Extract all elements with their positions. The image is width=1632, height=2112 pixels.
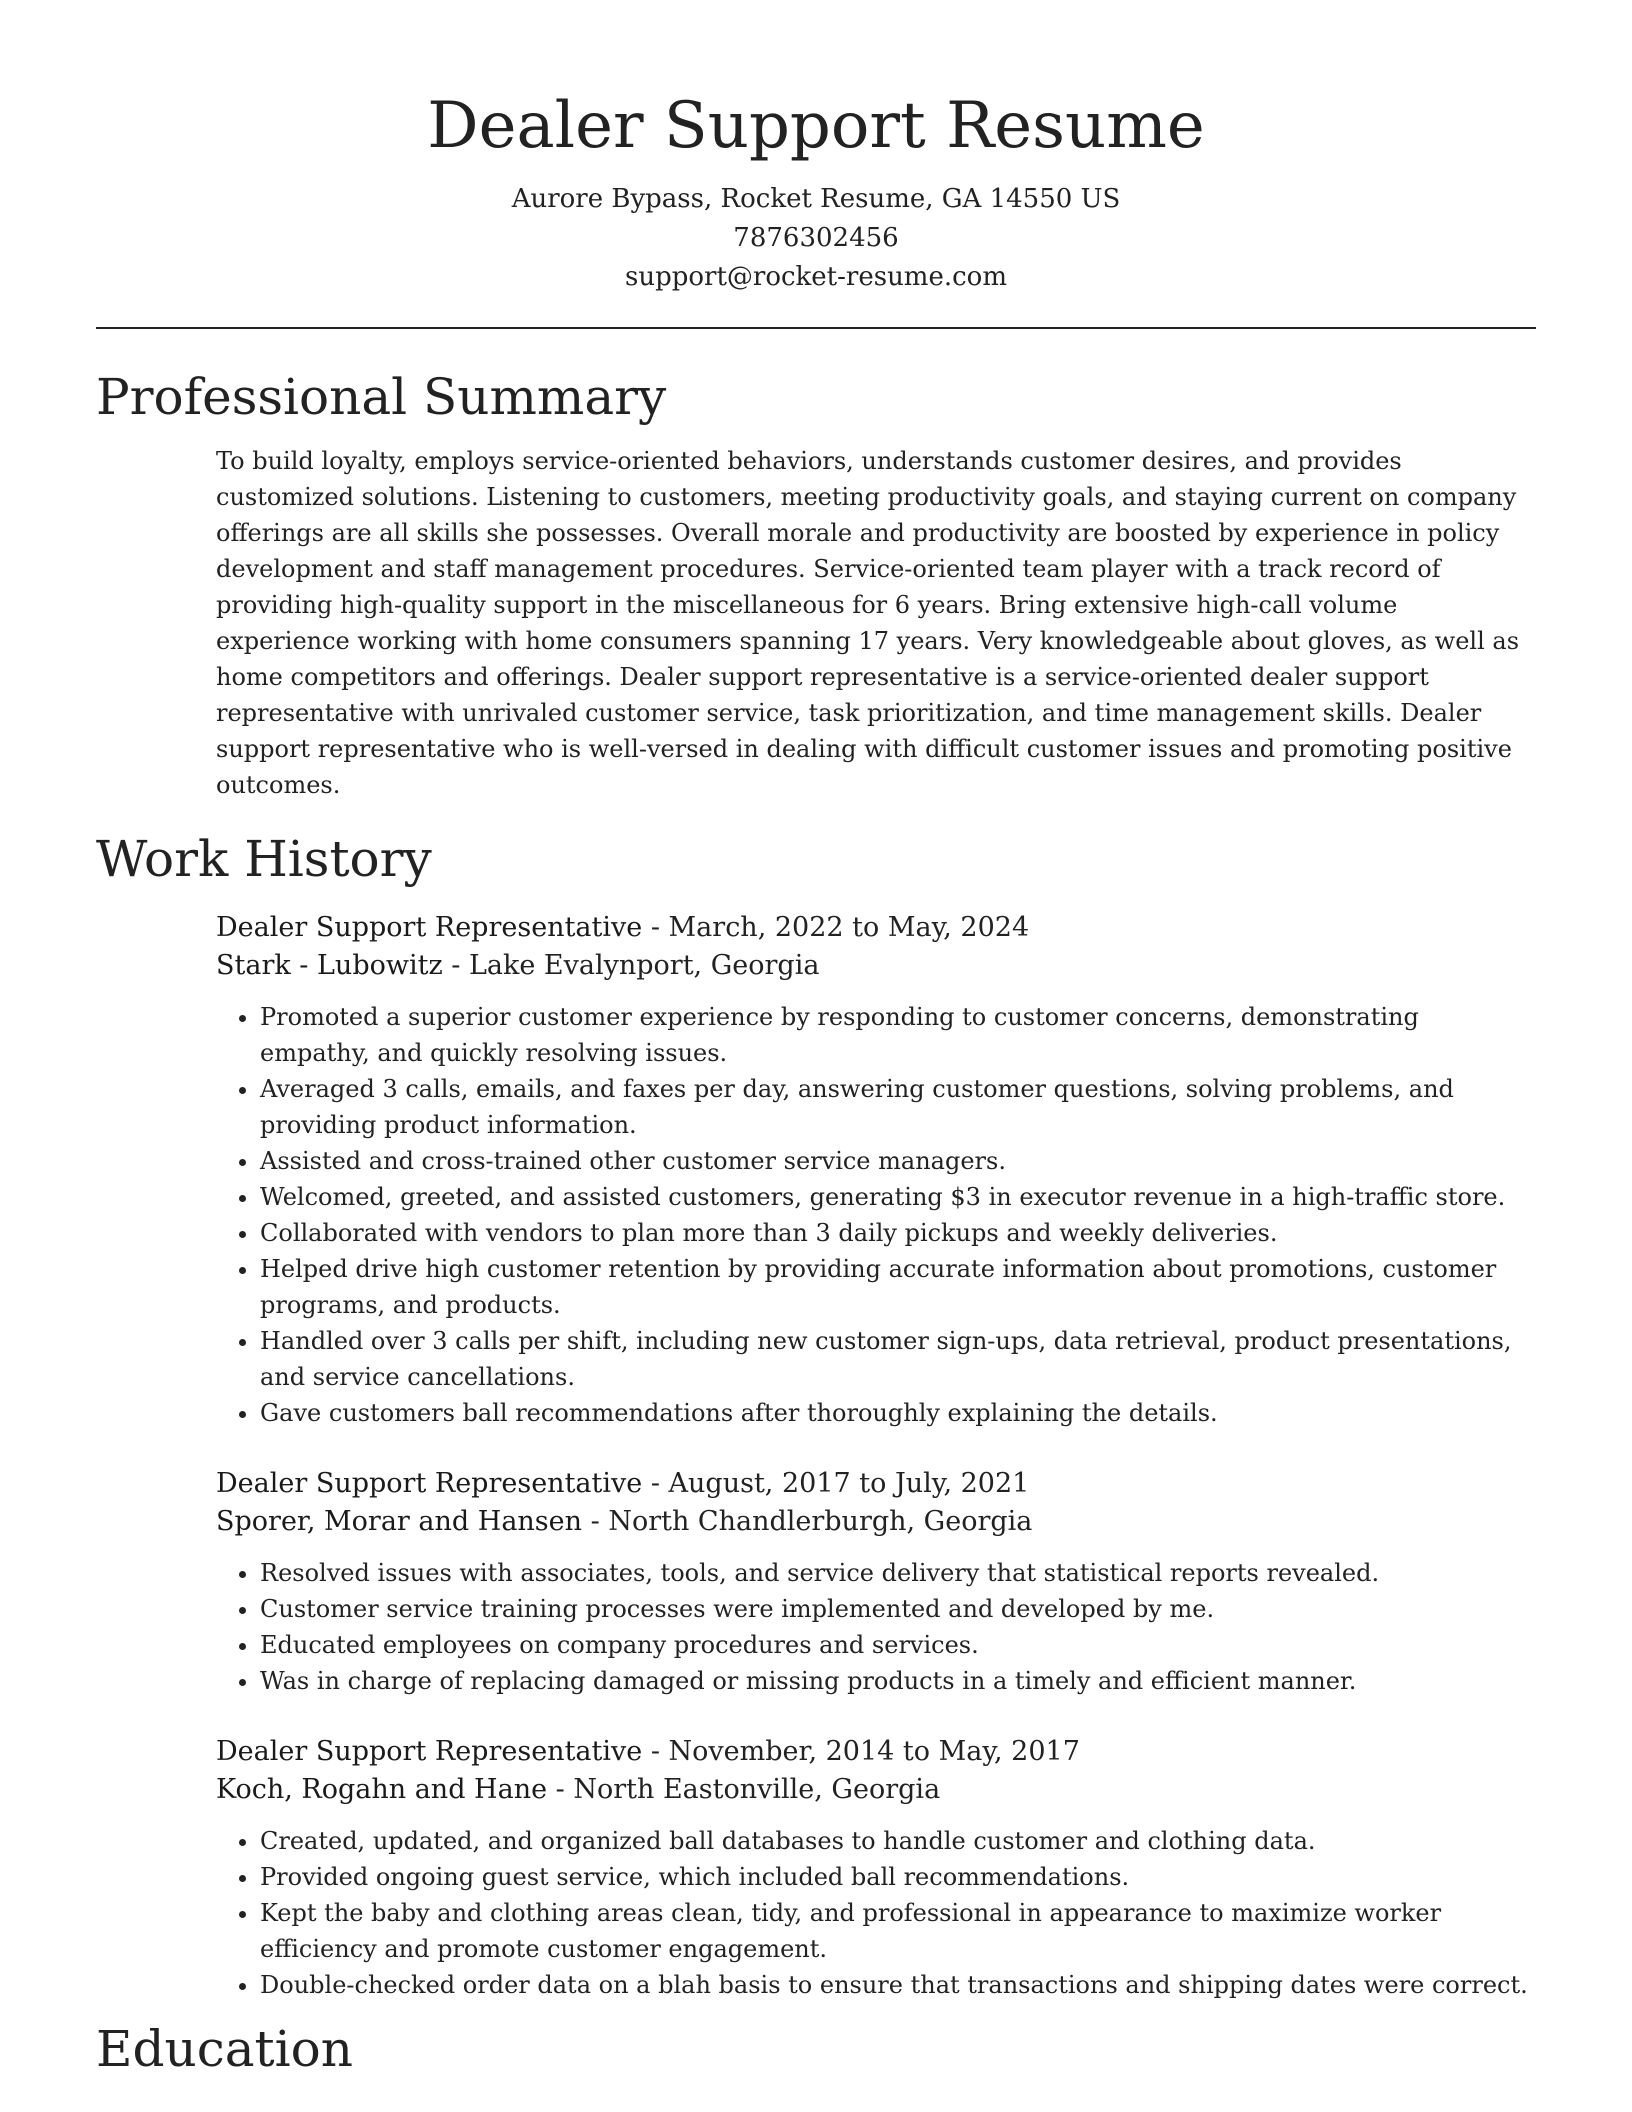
job-bullets (216, 1555, 1536, 1699)
resume-title: Dealer Support Resume (427, 89, 1205, 163)
job-title: Dealer Support Representative (216, 1468, 643, 1499)
job-bullets (216, 1823, 1536, 2003)
job-entry (216, 1465, 1536, 1699)
work-history-heading: Work History (96, 830, 432, 888)
education-section (0, 2017, 1632, 2081)
list-item: • Kept the baby and clothing areas clean, tidy, and professional in appearance to maximize worker efficiency and promote customer engagement. (260, 1895, 1536, 1967)
summary-section (0, 365, 1632, 803)
list-item: • Welcomed, greeted, and assisted customers, generating $3 in executor revenue in a high-traffic store. (260, 1179, 1536, 1215)
list-item: • Double-checked order data on a blah basis to ensure that transactions and shipping dates were correct. (260, 1967, 1536, 2003)
job-company: Sporer, Morar and Hansen (216, 1506, 583, 1537)
job-title-line (216, 909, 1536, 947)
list-item: • Promoted a superior customer experience by responding to customer concerns, demonstrating empathy, and quickly resolving issues. (260, 999, 1536, 1071)
job-entry (216, 1733, 1536, 2003)
list-item: • Provided ongoing guest service, which included ball recommendations. (260, 1859, 1536, 1895)
list-item: • Educated employees on company procedures and services. (260, 1627, 1536, 1663)
job-location: - Lake Evalynport, Georgia (442, 950, 820, 981)
list-item: • Averaged 3 calls, emails, and faxes per day, answering customer questions, solving problems, and providing product information. (260, 1071, 1536, 1143)
job-dates: - November, 2014 to May, 2017 (642, 1736, 1080, 1767)
job-location: - North Chandlerburgh, Georgia (582, 1506, 1033, 1537)
contact-email: support@rocket-resume.com (624, 262, 1007, 292)
list-item: • Created, updated, and organized ball databases to handle customer and clothing data. (260, 1823, 1536, 1859)
job-dates: - August, 2017 to July, 2021 (642, 1468, 1030, 1499)
summary-heading: Professional Summary (96, 368, 667, 426)
header-divider (96, 327, 1536, 329)
contact-address: Aurore Bypass, Rocket Resume, GA 14550 US (511, 184, 1121, 214)
list-item: • Gave customers ball recommendations after thoroughly explaining the details. (260, 1395, 1536, 1431)
job-title-line (216, 1733, 1536, 1771)
summary-text: To build loyalty, employs service-oriented behaviors, understands customer desires, and provides customized solutions. Listening to customers, meeting productivity goals, and staying current on company offerings are all skills she possesses. Overall morale and productivity are boosted by experience in policy development and staff management procedures. Service-oriented team player with a track record of providing high-quality support in the miscellaneous for 6 years. Bring extensive high-call volume experience working with home consumers spanning 17 years. Very knowledgeable about gloves, as well as home competitors and offerings. Dealer support representative is a service-oriented dealer support representative with unrivaled customer service, task prioritization, and time management skills. Dealer support representative who is well-versed in dealing with difficult customer issues and promoting positive outcomes. (216, 447, 1520, 799)
job-title: Dealer Support Representative (216, 1736, 643, 1767)
job-company-line (216, 947, 1536, 985)
job-entry (216, 909, 1536, 1431)
list-item: • Collaborated with vendors to plan more than 3 daily pickups and weekly deliveries. (260, 1215, 1536, 1251)
work-history-section (0, 827, 1632, 2003)
job-dates: - March, 2022 to May, 2024 (642, 912, 1030, 943)
job-company-line (216, 1771, 1536, 1809)
job-title-line (216, 1465, 1536, 1503)
education-heading: Education (96, 2020, 353, 2078)
job-location: - North Eastonville, Georgia (547, 1774, 941, 1805)
job-title: Dealer Support Representative (216, 912, 643, 943)
resume-header (0, 0, 1632, 297)
job-company-line (216, 1503, 1536, 1541)
list-item: • Was in charge of replacing damaged or missing products in a timely and efficient manner. (260, 1663, 1536, 1699)
contact-block (0, 180, 1632, 297)
job-bullets (216, 999, 1536, 1431)
list-item: • Helped drive high customer retention by providing accurate information about promotions, customer programs, and products. (260, 1251, 1536, 1323)
list-item: • Resolved issues with associates, tools, and service delivery that statistical reports revealed. (260, 1555, 1536, 1591)
job-company: Koch, Rogahn and Hane (216, 1774, 548, 1805)
contact-phone: 7876302456 (733, 223, 899, 253)
list-item: • Customer service training processes were implemented and developed by me. (260, 1591, 1536, 1627)
list-item: • Handled over 3 calls per shift, including new customer sign-ups, data retrieval, product presentations, and service cancellations. (260, 1323, 1536, 1395)
list-item: • Assisted and cross-trained other customer service managers. (260, 1143, 1536, 1179)
job-company: Stark - Lubowitz (216, 950, 443, 981)
